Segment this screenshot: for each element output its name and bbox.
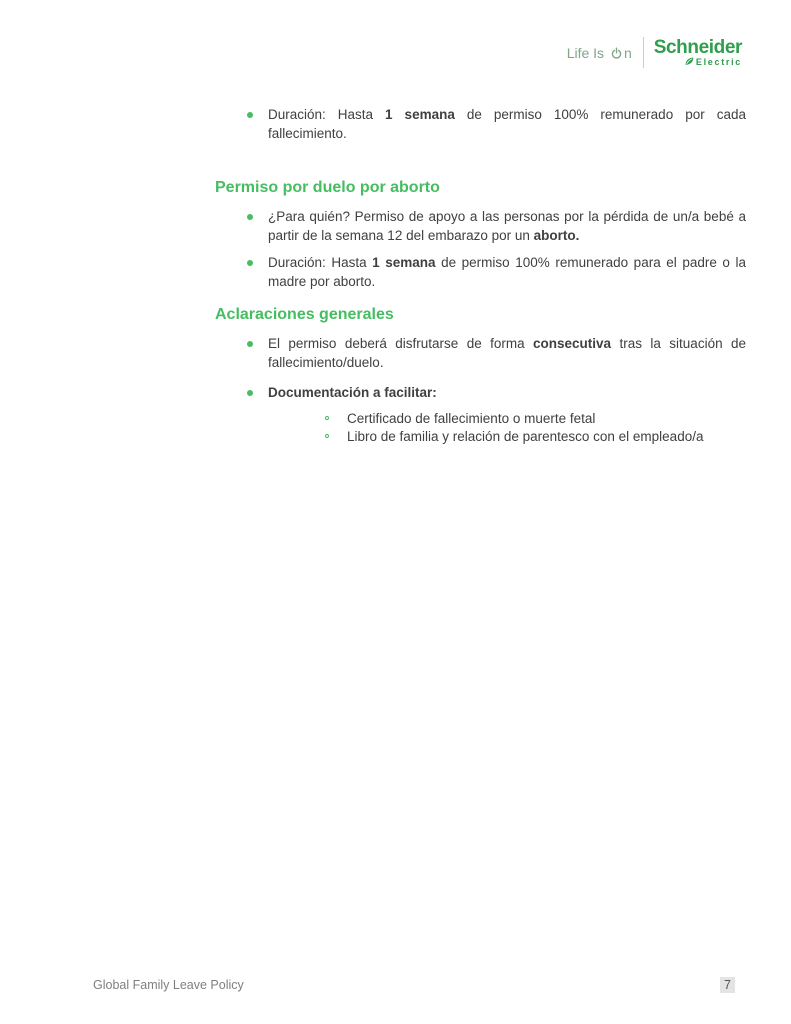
bullet-icon [247, 112, 253, 118]
sublist-item-death-certificate [215, 410, 746, 428]
life-is-on-text-suffix: n [623, 44, 632, 61]
bullet-text: ¿Para quién? Permiso de apoyo a las personas por la pérdida de un/a bebé a partir de la semana 12 del embarazo por un [268, 209, 746, 243]
bullet-text: de permiso 100% remunerado para el padre o la madre por aborto. [268, 255, 746, 289]
logo-divider [643, 37, 644, 68]
bold-text: 1 semana [385, 107, 455, 122]
section-heading-general-clarifications: Aclaraciones generales [215, 306, 394, 323]
sublist-item-text: Libro de familia y relación de parentesco con el empleado/a [347, 429, 704, 444]
bullet-text: Duración: Hasta [268, 255, 373, 270]
list-item-who [215, 207, 746, 245]
sublist-item-family-book [215, 428, 746, 446]
list-item-duration-miscarriage [215, 253, 746, 291]
bullet-text: tras la situación de fallecimiento/duelo. [268, 336, 747, 370]
bullet-icon [247, 390, 253, 396]
footer-document-title: Global Family Leave Policy [93, 978, 244, 992]
schneider-electric-logo [654, 38, 742, 67]
life-is-on-logo [567, 45, 632, 61]
bold-text: aborto. [533, 228, 580, 243]
list-item-documentation [215, 383, 746, 402]
bullet-icon [247, 214, 253, 220]
bullet-text: Duración: Hasta [268, 107, 386, 122]
schneider-wordmark: Schneider [653, 37, 742, 58]
document-content [215, 105, 746, 446]
schneider-leaf-icon [684, 56, 695, 67]
bullet-text: de permiso 100% remunerado por cada fallecimiento. [268, 107, 746, 141]
bullet-text: El permiso deberá disfrutarse de forma [268, 336, 534, 351]
electric-wordmark-row [684, 56, 742, 67]
bullet-icon [247, 341, 253, 347]
section-heading-miscarriage-leave: Permiso por duelo por aborto [215, 179, 440, 196]
electric-wordmark: Electric [695, 56, 742, 67]
header-logo [567, 37, 742, 68]
bold-text: consecutiva [533, 336, 612, 351]
documentation-sublist [215, 410, 746, 446]
circle-bullet-icon [325, 434, 329, 438]
power-icon [610, 47, 623, 60]
life-is-on-text-prefix: Life Is [566, 44, 608, 61]
page-number: 7 [720, 977, 735, 993]
sublist-item-text: Certificado de fallecimiento o muerte fetal [347, 411, 596, 426]
bold-text: Documentación a facilitar: [268, 385, 437, 400]
bold-text: 1 semana [372, 255, 436, 270]
list-item-duration-bereavement [215, 105, 746, 143]
bullet-icon [247, 260, 253, 266]
page-footer [93, 977, 735, 993]
circle-bullet-icon [325, 416, 329, 420]
list-item-consecutive [215, 334, 746, 372]
